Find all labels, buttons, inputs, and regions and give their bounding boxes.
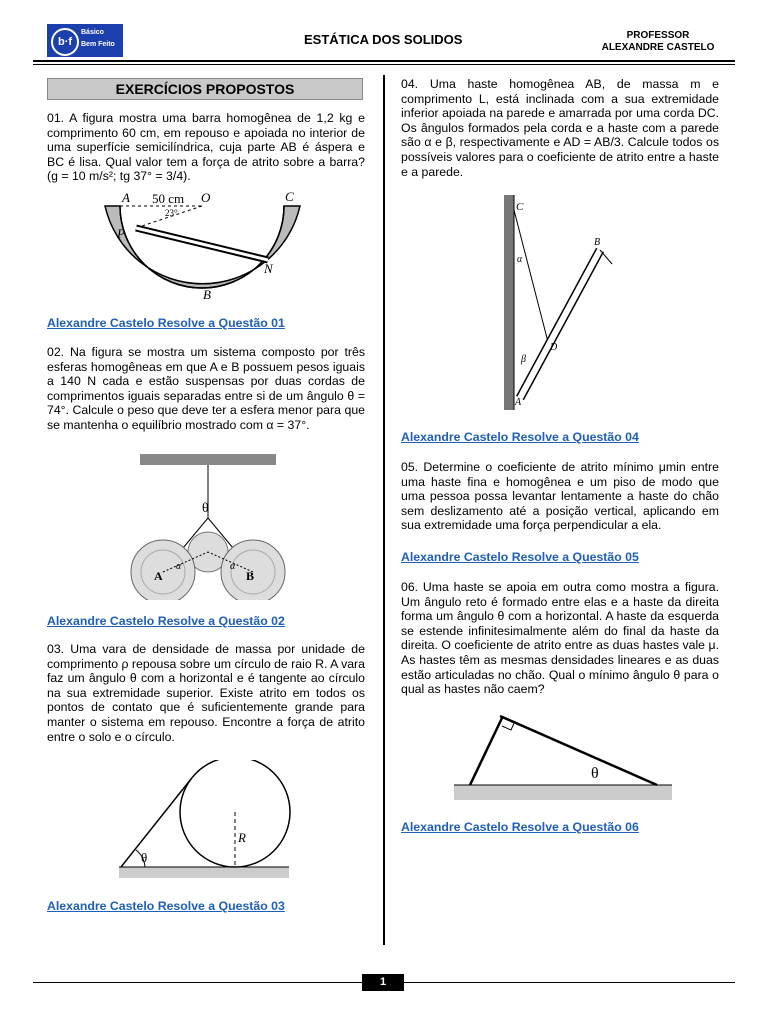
fig1-label-c: C <box>285 189 294 204</box>
fig1-label-n: N <box>264 261 273 276</box>
question-04-text: 04. Uma haste homogênea AB, de massa m e comprimento L, está inclinada com a sua extremidade inferior apoiada na parede e amarrada por uma corda DC. Os ângulos formados pela corda e a haste com a parede são α e β, respectivamente e AD = AB/3. Calcule todos os possíveis valores para o coeficiente de atrito entre a haste e a parede. <box>401 77 719 179</box>
header-rule <box>33 60 735 62</box>
section-title: EXERCÍCIOS PROPOSTOS <box>47 78 363 100</box>
fig6-label-theta: θ <box>591 765 599 782</box>
fig2-label-theta: θ <box>202 501 209 516</box>
fig2-label-alpha-left: α <box>176 561 182 572</box>
fig2-label-alpha-right: α <box>230 561 236 572</box>
fig4-label-a: A <box>515 397 522 408</box>
logo-mark: b·f <box>51 28 79 56</box>
figure-q06 <box>452 708 674 803</box>
link-question-06[interactable]: Alexandre Castelo Resolve a Questão 06 <box>401 820 639 834</box>
fig4-label-b: B <box>594 237 601 248</box>
fig4-label-d: D <box>550 342 558 353</box>
question-03-text: 03. Uma vara de densidade de massa por unidade de comprimento ρ repousa sobre um círculo de raio R. A vara faz um ângulo θ com a horizontal e é tangente ao círculo na sua extremidade superior. Existe atrito em todos os pontos de contato que é suficientemente grande para manter o sistema em repouso. Encontre a força de atrito entre o solo e o círculo. <box>47 642 365 744</box>
question-06-text: 06. Uma haste se apoia em outra como mostra a figura. Um ângulo reto é formado entre elas e a haste da direita forma um ângulo θ com a horizontal. A haste da esquerda se estende infinitesimalmente além do final da haste da direita. O coeficiente de atrito entre as duas hastes vale μ. As hastes têm as mesmas densidades lineares e as duas estão articuladas no chão. Qual o mínimo ângulo θ para o qual as hastes não caem? <box>401 580 719 697</box>
fig4-label-c: C <box>516 201 524 213</box>
column-divider <box>383 75 385 945</box>
fig3-label-theta: θ <box>141 850 148 865</box>
header-rule-thin <box>33 64 735 65</box>
link-question-05[interactable]: Alexandre Castelo Resolve a Questão 05 <box>401 550 639 564</box>
fig4-label-beta: β <box>521 354 526 365</box>
figure-q03 <box>115 760 295 882</box>
professor-block <box>588 30 728 54</box>
fig3-label-r: R <box>238 830 246 845</box>
figure-q01 <box>100 188 310 303</box>
link-question-01[interactable]: Alexandre Castelo Resolve a Questão 01 <box>47 316 285 330</box>
figure-q02 <box>128 450 288 600</box>
link-question-02[interactable]: Alexandre Castelo Resolve a Questão 02 <box>47 614 285 628</box>
logo-text-line1: Básico <box>81 29 104 36</box>
link-question-03[interactable]: Alexandre Castelo Resolve a Questão 03 <box>47 899 285 913</box>
link-question-04[interactable]: Alexandre Castelo Resolve a Questão 04 <box>401 430 639 444</box>
page-number: 1 <box>362 974 404 991</box>
figure-q04 <box>500 190 630 415</box>
logo-text-line2: Bem Feito <box>81 41 115 48</box>
fig2-label-a: A <box>154 569 163 583</box>
professor-label: PROFESSOR <box>626 30 690 41</box>
fig1-label-p: P <box>117 226 125 241</box>
fig1-label-o: O <box>201 190 211 205</box>
professor-name: ALEXANDRE CASTELO <box>601 42 715 53</box>
page-header-title: ESTÁTICA DOS SOLIDOS <box>304 32 463 47</box>
fig1-label-b: B <box>203 287 211 302</box>
question-02-text: 02. Na figura se mostra um sistema composto por três esferas homogêneas em que A e B possuem pesos iguais a 140 N cada e estão suspensas por duas cordas de comprimentos iguais separadas entre si de um ângulo θ = 74°. Calcule o peso que deve ter a esfera menor para que se mantenha o equilíbrio mostrado com α = 37°. <box>47 345 365 432</box>
question-05-text: 05. Determine o coeficiente de atrito mínimo μmin entre uma haste fina e homogênea e um piso de modo que uma pessoa possa levantar lentamente a haste do chão sem deslizamento até a posição vertical, aplicando em sua extremidade uma força perpendicular a ela. <box>401 460 719 533</box>
brand-logo <box>47 24 123 57</box>
fig1-label-a: A <box>122 190 130 205</box>
fig2-label-b: B <box>246 569 255 583</box>
fig1-label-angle: 23° <box>165 208 178 218</box>
fig1-label-length: 50 cm <box>152 191 185 206</box>
question-01-text: 01. A figura mostra uma barra homogênea de 1,2 kg e comprimento 60 cm, em repouso e apoiada no interior de uma superfície semicilíndrica, cuja parte AB é áspera e BC é lisa. Qual valor tem a força de atrito sobre a barra? (g = 10 m/s²; tg 37° = 3/4). <box>47 111 365 184</box>
fig4-label-alpha: α <box>517 254 523 265</box>
